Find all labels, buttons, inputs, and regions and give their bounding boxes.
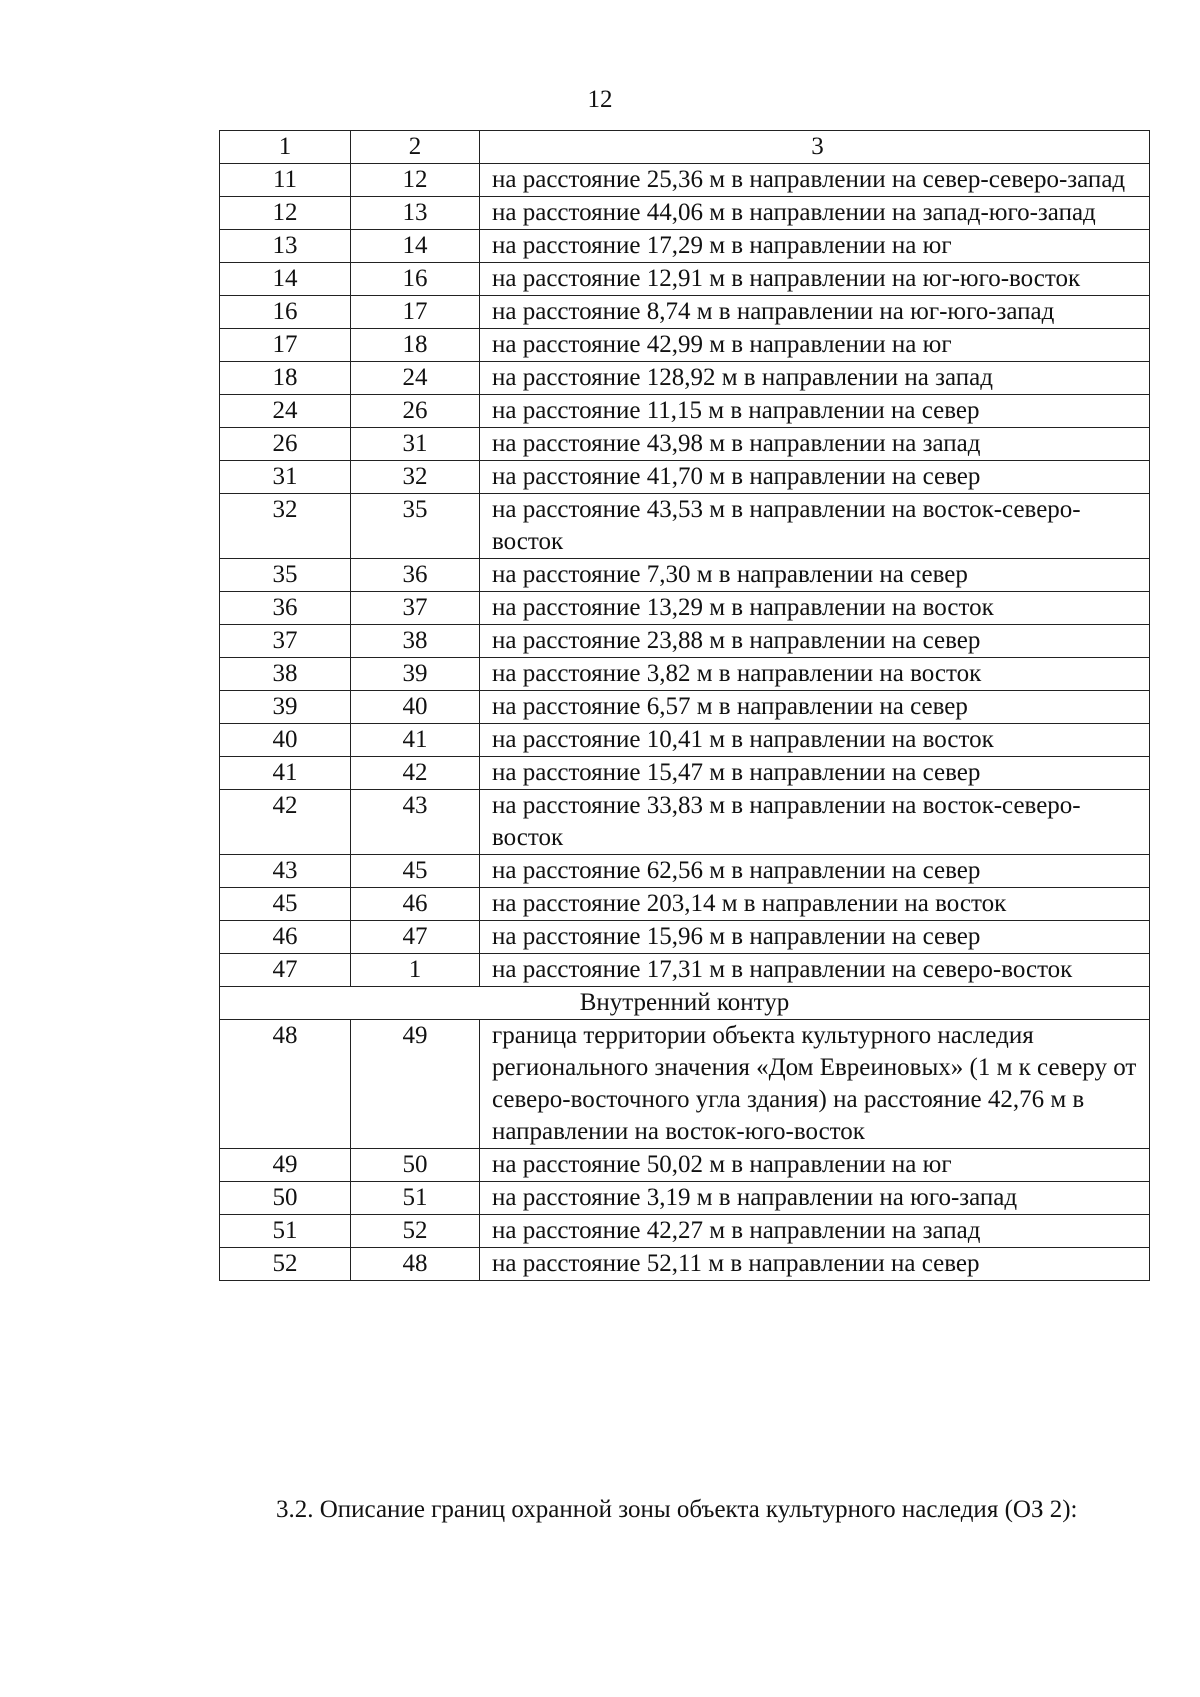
description-cell: на расстояние 15,47 м в направлении на север [480, 757, 1150, 790]
table-row [220, 1215, 1150, 1248]
table-row [220, 625, 1150, 658]
point-from-cell: 32 [220, 494, 351, 559]
point-to-cell: 49 [351, 1020, 480, 1149]
table-row [220, 263, 1150, 296]
table-row [220, 230, 1150, 263]
table-row [220, 164, 1150, 197]
point-to-cell: 37 [351, 592, 480, 625]
description-cell: на расстояние 41,70 м в направлении на север [480, 461, 1150, 494]
description-cell: граница территории объекта культурного наследия регионального значения «Дом Евреиновых» (1 м к северу от северо-восточного угла здания) на расстояние 42,76 м в направлении на восток-юго-восток [480, 1020, 1150, 1149]
point-from-cell: 42 [220, 790, 351, 855]
table-row [220, 461, 1150, 494]
point-to-cell: 31 [351, 428, 480, 461]
description-cell: на расстояние 3,19 м в направлении на юго-запад [480, 1182, 1150, 1215]
table-row [220, 1149, 1150, 1182]
table-row [220, 790, 1150, 855]
point-from-cell: 36 [220, 592, 351, 625]
table-row [220, 888, 1150, 921]
point-to-cell: 13 [351, 197, 480, 230]
point-from-cell: 11 [220, 164, 351, 197]
table-row [220, 954, 1150, 987]
table-row [220, 855, 1150, 888]
point-to-cell: 38 [351, 625, 480, 658]
table-row [220, 559, 1150, 592]
description-cell: на расстояние 43,53 м в направлении на восток-северо-восток [480, 494, 1150, 559]
table-row [220, 658, 1150, 691]
point-from-cell: 24 [220, 395, 351, 428]
page-number: 12 [587, 86, 613, 113]
point-to-cell: 46 [351, 888, 480, 921]
table-row [220, 395, 1150, 428]
section-row [220, 987, 1150, 1020]
point-to-cell: 39 [351, 658, 480, 691]
point-to-cell: 52 [351, 1215, 480, 1248]
point-to-cell: 36 [351, 559, 480, 592]
point-from-cell: 12 [220, 197, 351, 230]
boundary-table [219, 130, 1150, 1281]
point-from-cell: 51 [220, 1215, 351, 1248]
section-paragraph-text: 3.2. Описание границ охранной зоны объекта культурного наследия (ОЗ 2): [276, 1496, 1078, 1523]
point-from-cell: 18 [220, 362, 351, 395]
description-cell: на расстояние 52,11 м в направлении на север [480, 1248, 1150, 1281]
description-cell: на расстояние 43,98 м в направлении на запад [480, 428, 1150, 461]
section-paragraph [200, 1490, 1150, 1530]
description-cell: на расстояние 8,74 м в направлении на юг-юго-запад [480, 296, 1150, 329]
point-from-cell: 39 [220, 691, 351, 724]
point-from-cell: 26 [220, 428, 351, 461]
table-row [220, 296, 1150, 329]
description-cell: на расстояние 50,02 м в направлении на юг [480, 1149, 1150, 1182]
point-to-cell: 43 [351, 790, 480, 855]
description-cell: на расстояние 44,06 м в направлении на запад-юго-запад [480, 197, 1150, 230]
table-row [220, 329, 1150, 362]
point-to-cell: 35 [351, 494, 480, 559]
table-row [220, 757, 1150, 790]
point-to-cell: 14 [351, 230, 480, 263]
description-cell: на расстояние 62,56 м в направлении на север [480, 855, 1150, 888]
description-cell: на расстояние 23,88 м в направлении на север [480, 625, 1150, 658]
point-to-cell: 26 [351, 395, 480, 428]
point-from-cell: 38 [220, 658, 351, 691]
point-to-cell: 47 [351, 921, 480, 954]
table-row [220, 494, 1150, 559]
point-to-cell: 40 [351, 691, 480, 724]
point-to-cell: 51 [351, 1182, 480, 1215]
description-cell: на расстояние 17,31 м в направлении на северо-восток [480, 954, 1150, 987]
header-col-1: 1 [220, 131, 351, 164]
point-to-cell: 1 [351, 954, 480, 987]
point-to-cell: 18 [351, 329, 480, 362]
description-cell: на расстояние 10,41 м в направлении на восток [480, 724, 1150, 757]
point-from-cell: 52 [220, 1248, 351, 1281]
table-header-row [220, 131, 1150, 164]
table-row [220, 1020, 1150, 1149]
point-to-cell: 50 [351, 1149, 480, 1182]
description-cell: на расстояние 6,57 м в направлении на север [480, 691, 1150, 724]
table-row [220, 724, 1150, 757]
table-row [220, 197, 1150, 230]
description-cell: на расстояние 42,99 м в направлении на юг [480, 329, 1150, 362]
table-row [220, 362, 1150, 395]
point-from-cell: 46 [220, 921, 351, 954]
point-from-cell: 45 [220, 888, 351, 921]
description-cell: на расстояние 128,92 м в направлении на запад [480, 362, 1150, 395]
description-cell: на расстояние 17,29 м в направлении на юг [480, 230, 1150, 263]
description-cell: на расстояние 203,14 м в направлении на восток [480, 888, 1150, 921]
point-from-cell: 49 [220, 1149, 351, 1182]
table-row [220, 921, 1150, 954]
description-cell: на расстояние 42,27 м в направлении на запад [480, 1215, 1150, 1248]
point-to-cell: 42 [351, 757, 480, 790]
point-to-cell: 16 [351, 263, 480, 296]
description-cell: на расстояние 33,83 м в направлении на восток-северо-восток [480, 790, 1150, 855]
point-to-cell: 41 [351, 724, 480, 757]
point-from-cell: 37 [220, 625, 351, 658]
description-cell: на расстояние 11,15 м в направлении на север [480, 395, 1150, 428]
inner-contour-title: Внутренний контур [220, 987, 1150, 1020]
table-row [220, 592, 1150, 625]
point-to-cell: 24 [351, 362, 480, 395]
point-from-cell: 35 [220, 559, 351, 592]
description-cell: на расстояние 25,36 м в направлении на север-северо-запад [480, 164, 1150, 197]
point-from-cell: 17 [220, 329, 351, 362]
point-to-cell: 12 [351, 164, 480, 197]
header-col-3: 3 [480, 131, 1150, 164]
point-from-cell: 41 [220, 757, 351, 790]
point-from-cell: 47 [220, 954, 351, 987]
description-cell: на расстояние 12,91 м в направлении на юг-юго-восток [480, 263, 1150, 296]
point-from-cell: 40 [220, 724, 351, 757]
table-row [220, 428, 1150, 461]
point-from-cell: 16 [220, 296, 351, 329]
description-cell: на расстояние 13,29 м в направлении на восток [480, 592, 1150, 625]
point-to-cell: 48 [351, 1248, 480, 1281]
description-cell: на расстояние 15,96 м в направлении на север [480, 921, 1150, 954]
table-row [220, 1182, 1150, 1215]
point-from-cell: 48 [220, 1020, 351, 1149]
point-to-cell: 32 [351, 461, 480, 494]
point-to-cell: 17 [351, 296, 480, 329]
point-from-cell: 14 [220, 263, 351, 296]
description-cell: на расстояние 7,30 м в направлении на север [480, 559, 1150, 592]
point-from-cell: 50 [220, 1182, 351, 1215]
header-col-2: 2 [351, 131, 480, 164]
description-cell: на расстояние 3,82 м в направлении на восток [480, 658, 1150, 691]
table-row [220, 1248, 1150, 1281]
table-row [220, 691, 1150, 724]
point-from-cell: 43 [220, 855, 351, 888]
point-from-cell: 31 [220, 461, 351, 494]
point-to-cell: 45 [351, 855, 480, 888]
point-from-cell: 13 [220, 230, 351, 263]
